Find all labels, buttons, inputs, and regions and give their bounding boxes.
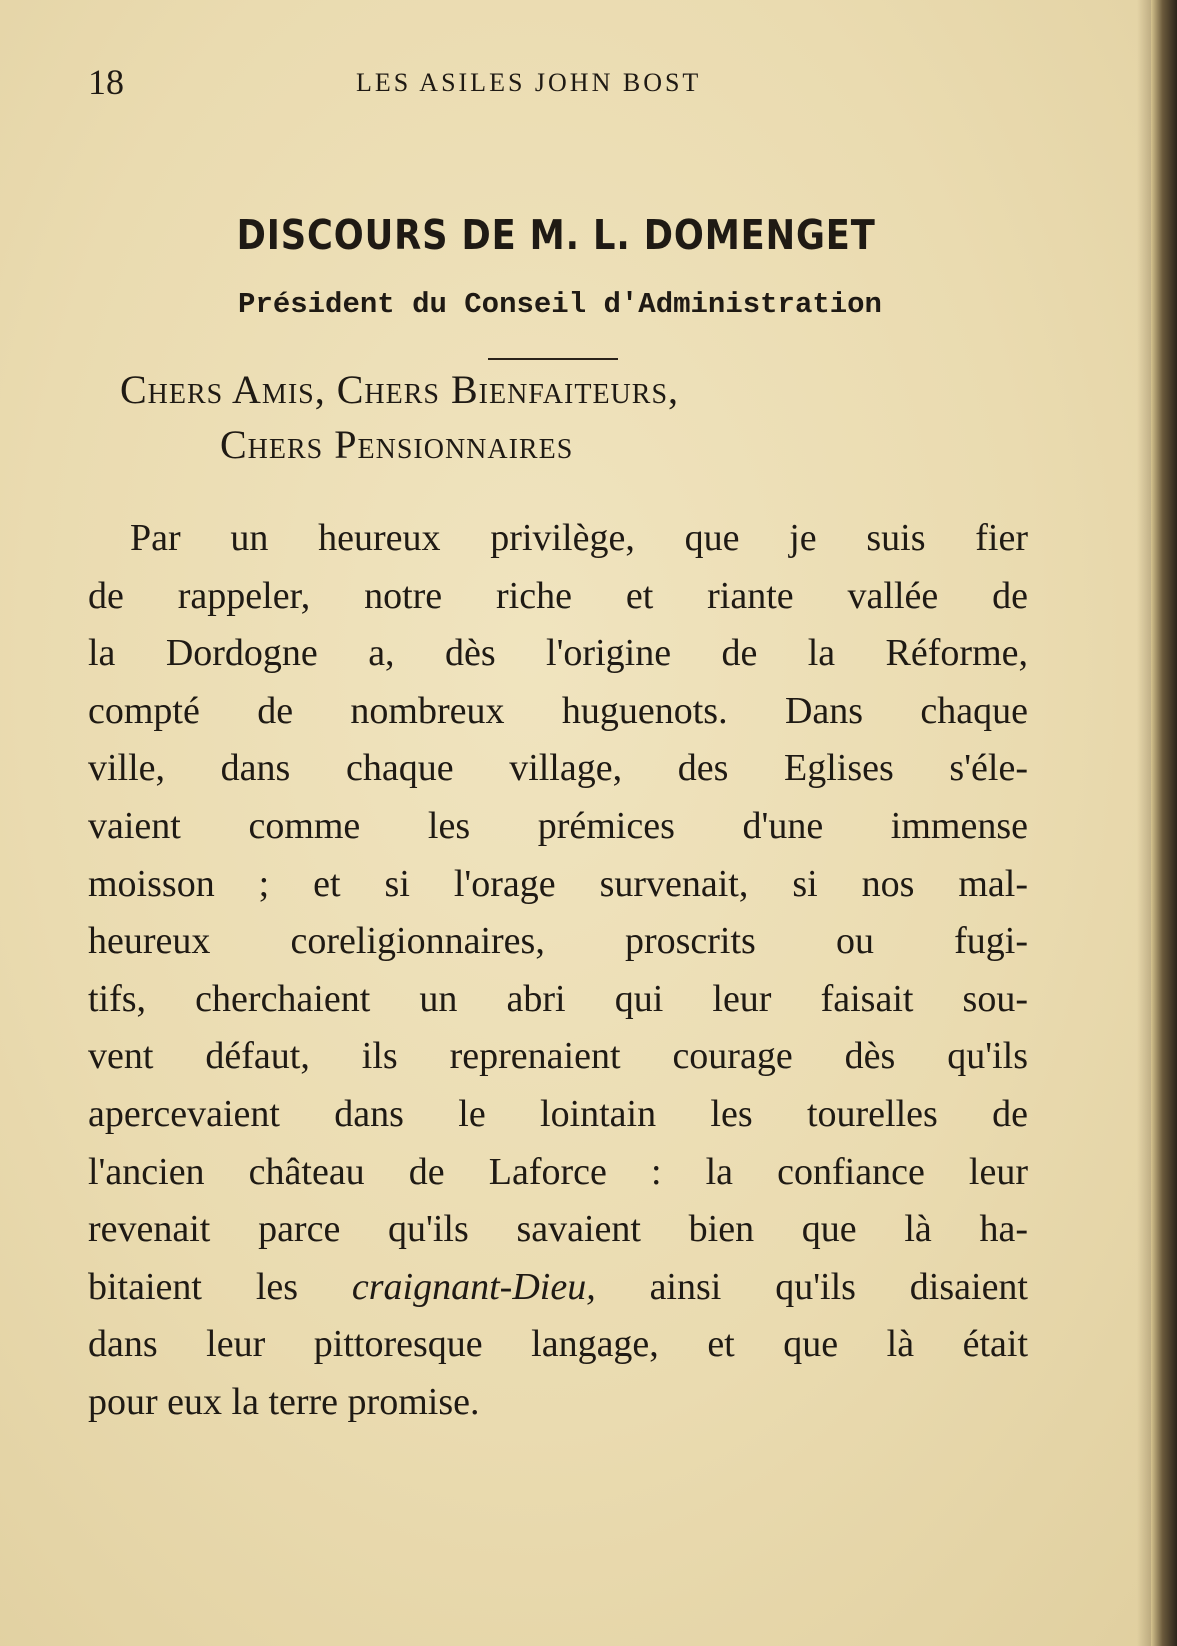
speech-subtitle: Président du Conseil d'Administration bbox=[238, 288, 882, 321]
running-title: LES ASILES JOHN BOST bbox=[356, 68, 702, 97]
running-head bbox=[88, 62, 1078, 102]
body-line: vent défaut, ils reprenaient courage dès qu'ils bbox=[88, 1035, 1028, 1078]
body-line: tifs, cherchaient un abri qui leur faisait sou- bbox=[88, 977, 1028, 1020]
body-line: la Dordogne a, dès l'origine de la Réforme, bbox=[88, 632, 1028, 675]
body-line: revenait parce qu'ils savaient bien que là ha- bbox=[88, 1208, 1028, 1251]
body-line: Par un heureux privilège, que je suis fier bbox=[130, 517, 1028, 559]
page-edge-shadow bbox=[1151, 0, 1177, 1646]
speech-title: DISCOURS DE M. L. DOMENGET bbox=[236, 211, 876, 259]
title-rule bbox=[488, 358, 618, 360]
body-line: heureux coreligionnaires, proscrits ou fugi- bbox=[88, 920, 1028, 963]
page-number: 18 bbox=[88, 62, 124, 102]
body-line-last: pour eux la terre promise. bbox=[88, 1380, 480, 1423]
body-line: vaient comme les prémices d'une immense bbox=[88, 804, 1028, 847]
body-paragraph bbox=[88, 510, 1028, 1432]
body-line: apercevaient dans le lointain les tourelles de bbox=[88, 1092, 1028, 1135]
body-text-segment: bitaient les bbox=[88, 1265, 352, 1308]
body-line: l'ancien château de Laforce : la confiance leur bbox=[88, 1150, 1028, 1193]
italic-phrase: craignant-Dieu, bbox=[351, 1265, 596, 1308]
body-line-with-italic bbox=[88, 1259, 1028, 1317]
body-line: de rappeler, notre riche et riante vallée de bbox=[88, 574, 1028, 617]
body-line: dans leur pittoresque langage, et que là était bbox=[88, 1323, 1028, 1366]
body-line: ville, dans chaque village, des Eglises s'éle- bbox=[88, 747, 1028, 790]
salutation-line-2: Chers Pensionnaires bbox=[220, 422, 574, 467]
salutation-line-1: Chers Amis, Chers Bienfaiteurs, bbox=[120, 367, 680, 412]
body-line: compté de nombreux huguenots. Dans chaque bbox=[88, 689, 1028, 732]
body-text-segment: ainsi qu'ils disaient bbox=[595, 1265, 1028, 1308]
body-line: moisson ; et si l'orage survenait, si nos mal- bbox=[88, 862, 1028, 905]
